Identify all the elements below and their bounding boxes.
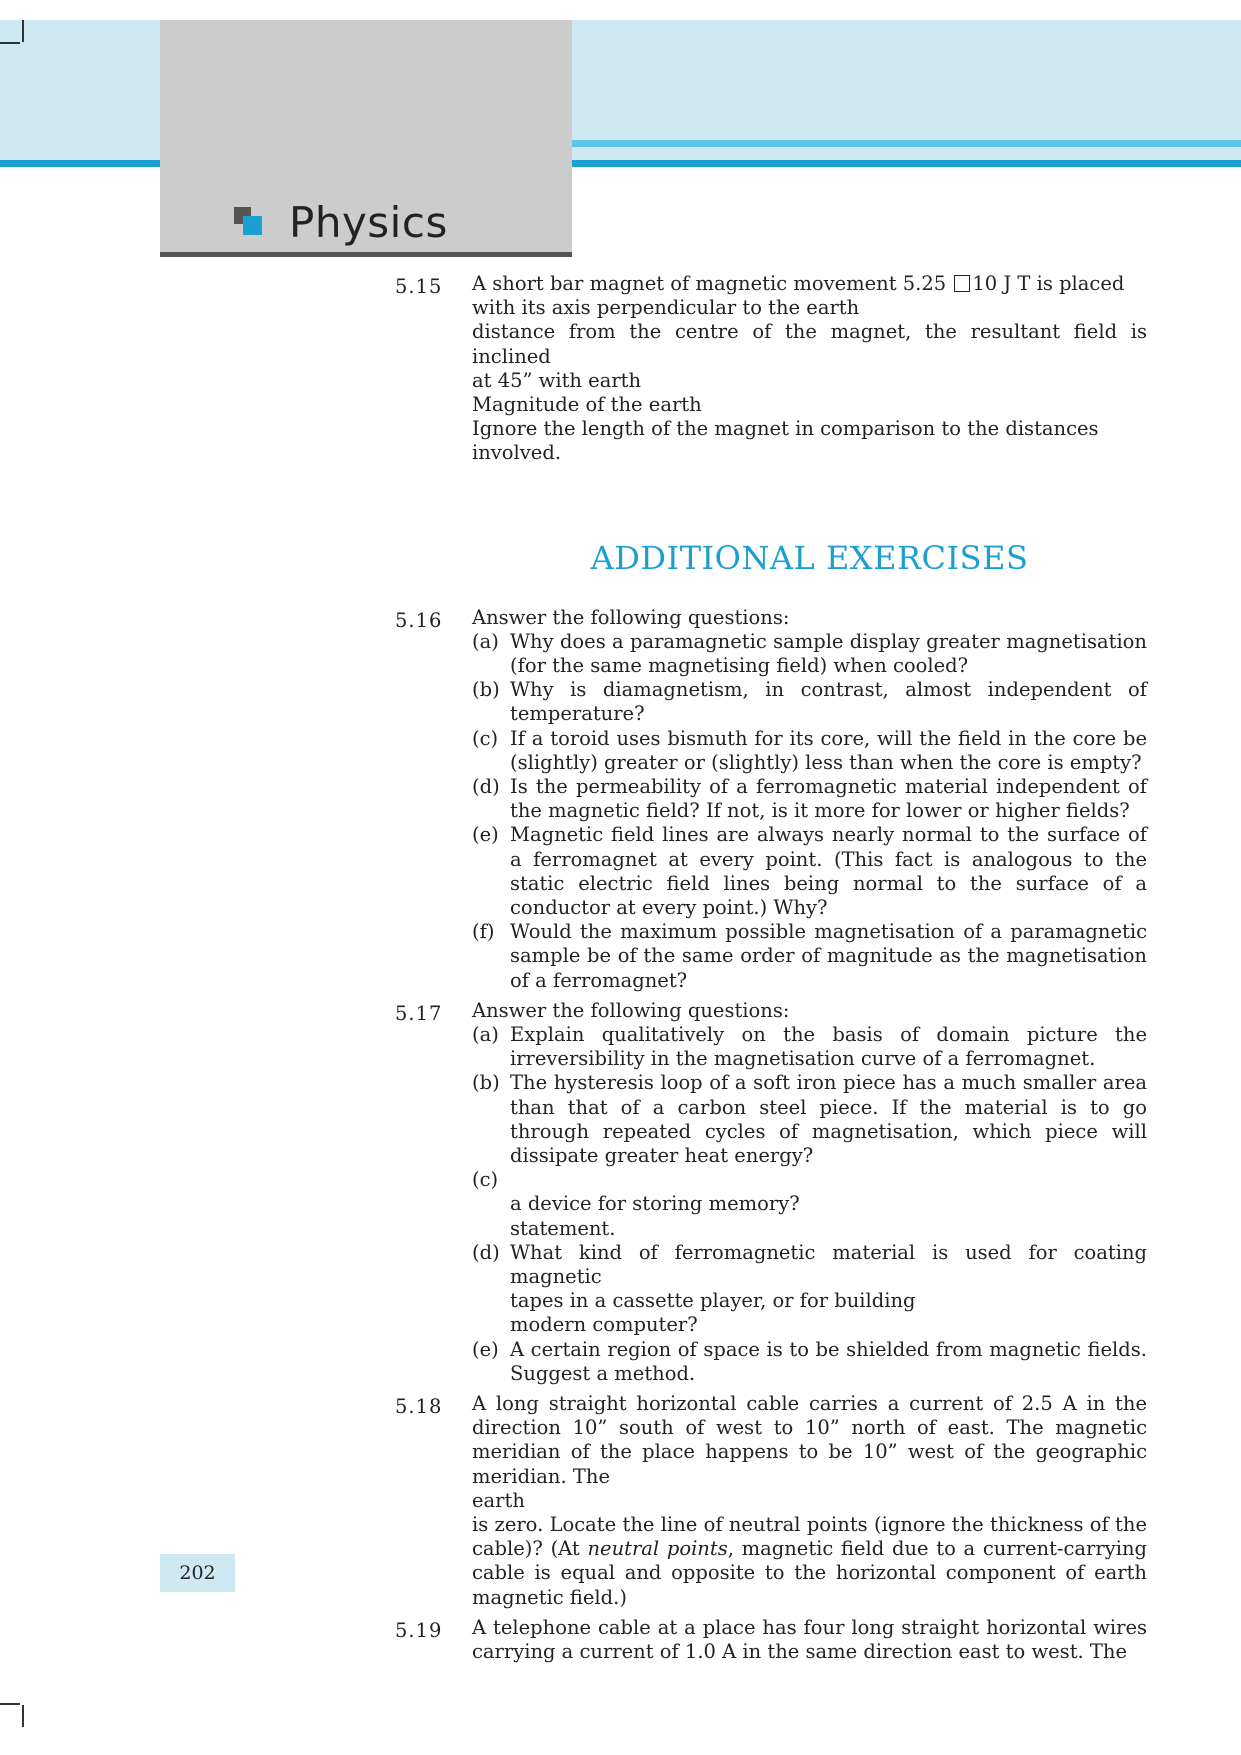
part-label: (e) <box>472 823 499 847</box>
exercise-part <box>472 1241 1147 1338</box>
exercise-part <box>472 1071 1147 1168</box>
part-label: (c) <box>472 1168 499 1192</box>
part-text: Why is diamagnetism, in contrast, almost independent of temperature? <box>510 678 1147 726</box>
exercise-text: A long straight horizontal cable carries a current of 2.5 A in the direction 10” south of west to 10” north of east. The magnetic meridian of the place happens to be 10” west of the geographic meridian. The <box>472 1391 1147 1488</box>
exercise-text: at 45” with earth <box>472 368 642 392</box>
part-text: If a toroid uses bismuth for its core, will the field in the core be (slightly) greater or (slightly) less than when the core is empty? <box>510 726 1147 774</box>
part-label: (f) <box>472 920 495 944</box>
part-text: Explain qualitatively on the basis of domain picture the irreversibility in the magnetisation curve of a ferromagnet. <box>510 1023 1147 1071</box>
italic-term: neutral points <box>587 1537 728 1561</box>
exercise-part <box>472 727 1147 775</box>
part-label: (c) <box>472 726 499 750</box>
crop-mark-icon <box>22 1705 24 1727</box>
missing-symbol-icon <box>954 275 970 292</box>
part-text: A certain region of space is to be shielded from magnetic fields. Suggest a method. <box>510 1337 1147 1385</box>
exercise-5-17 <box>395 999 1147 1386</box>
exercise-part <box>472 1168 1147 1240</box>
running-title: Physics <box>289 198 448 247</box>
exercise-text: is zero. Locate the line of neutral points (ignore the thickness of the cable)? (At neutral points, magnetic field due to a current-carrying cable is equal and opposite to the horizontal component of earth magnetic field.) <box>472 1512 1147 1609</box>
exercise-text: with its axis perpendicular to the earth <box>472 296 860 320</box>
part-label: (e) <box>472 1337 499 1361</box>
crop-mark-icon <box>0 1703 20 1705</box>
part-label: (a) <box>472 629 499 653</box>
part-text: What kind of ferromagnetic material is used for coating magnetic <box>510 1240 1147 1288</box>
part-text: tapes in a cassette player, or for building <box>510 1289 916 1313</box>
exercise-number: 5.19 <box>395 1618 443 1642</box>
exercise-text: A telephone cable at a place has four long straight horizontal wires carrying a current of 1.0 A in the same direction east to west. The <box>472 1615 1147 1663</box>
crop-mark-icon <box>22 20 24 42</box>
exercise-part <box>472 630 1147 678</box>
blank-line <box>510 1168 1147 1192</box>
exercise-part <box>472 1338 1147 1386</box>
squares-logo-icon <box>234 207 264 237</box>
part-text: Would the maximum possible magnetisation of a paramagnetic sample be of the same order of magnitude as the magnetisation of a ferromagnet? <box>510 920 1147 992</box>
exercise-intro: Answer the following questions: <box>472 605 790 629</box>
exercise-number: 5.15 <box>395 275 443 298</box>
section-title: ADDITIONAL EXERCISES <box>590 538 1029 577</box>
exercise-part <box>472 678 1147 726</box>
part-text: a device for storing memory? <box>510 1192 800 1216</box>
exercise-parts <box>472 630 1147 993</box>
page-content <box>395 272 1147 1664</box>
part-label: (b) <box>472 1071 500 1095</box>
part-label: (a) <box>472 1023 499 1047</box>
part-text: Magnetic field lines are always nearly normal to the surface of a ferromagnet at every point. (This fact is analogous to the static electric field lines being normal to the surface of a conductor at every point.) Why? <box>510 823 1147 920</box>
part-text: Why does a paramagnetic sample display greater magnetisation (for the same magnetising field) when cooled? <box>510 629 1147 678</box>
part-text: statement. <box>510 1216 616 1240</box>
exercise-intro: Answer the following questions: <box>472 998 790 1022</box>
exercise-text: Ignore the length of the magnet in comparison to the distances <box>472 417 1099 441</box>
part-label: (d) <box>472 775 500 799</box>
exercise-number: 5.16 <box>395 608 443 632</box>
page-number-box <box>160 1554 235 1592</box>
part-text: The hysteresis loop of a soft iron piece has a much smaller area than that of a carbon steel piece. If the material is to go through repeated cycles of magnetisation, which piece will dissipate greater heat energy? <box>510 1071 1147 1168</box>
crop-mark-icon <box>0 42 20 44</box>
part-label: (d) <box>472 1240 500 1264</box>
page-number: 202 <box>179 1562 216 1584</box>
exercise-5-19 <box>395 1616 1147 1664</box>
header-rule-left <box>0 160 160 167</box>
exercise-part <box>472 823 1147 920</box>
exercise-number: 5.18 <box>395 1394 443 1418</box>
exercise-5-15 <box>395 272 1147 466</box>
exercise-text: A short bar magnet of magnetic movement 5.25 10 J T is placed <box>472 272 1125 295</box>
exercise-text: Magnitude of the earth <box>472 393 702 417</box>
exercise-part <box>472 920 1147 993</box>
part-label: (b) <box>472 678 500 702</box>
exercise-text: distance from the centre of the magnet, the resultant field is inclined <box>472 320 1147 368</box>
exercise-5-16 <box>395 606 1147 993</box>
exercise-text: involved. <box>472 441 562 465</box>
exercise-text: earth <box>472 1488 525 1512</box>
header-rule-right-upper <box>572 140 1241 147</box>
part-text: modern computer? <box>510 1313 698 1337</box>
exercise-5-18 <box>395 1392 1147 1610</box>
exercise-number: 5.17 <box>395 1001 443 1025</box>
part-text: Is the permeability of a ferromagnetic material independent of the magnetic field? If not, is it more for lower or higher fields? <box>510 775 1147 823</box>
exercise-parts <box>472 1023 1147 1386</box>
exercise-part <box>472 1023 1147 1071</box>
exercise-part <box>472 775 1147 823</box>
header-rule-right-lower <box>572 160 1241 167</box>
